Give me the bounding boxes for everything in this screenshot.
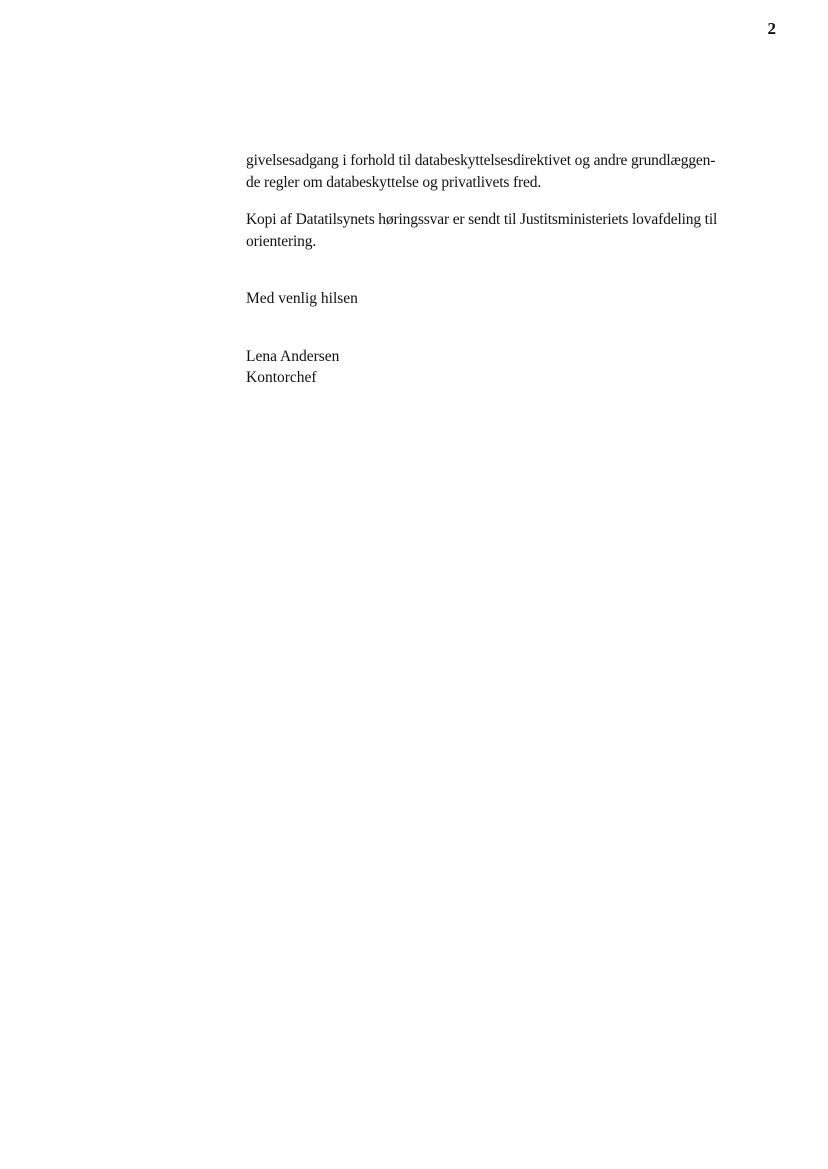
closing-salutation: Med venlig hilsen [246,290,358,307]
paragraph-line: Kopi af Datatilsynets høringssvar er sendt til Justitsministeriets lovafdeling til [246,211,718,228]
paragraph-line: orientering. [246,233,317,250]
paragraph-copy-notice [246,209,776,253]
page-number: 2 [767,19,776,38]
paragraph-line: de regler om databeskyttelse og privatlivets fred. [246,174,542,191]
signatory-name: Lena Andersen [246,348,340,365]
signature-block [246,346,339,388]
paragraph-line: givelsesadgang i forhold til databeskyttelsesdirektivet og andre grundlæggen- [246,152,716,169]
signatory-title: Kontorchef [246,369,317,386]
letter-body [246,150,776,253]
paragraph-data-protection [246,150,776,194]
